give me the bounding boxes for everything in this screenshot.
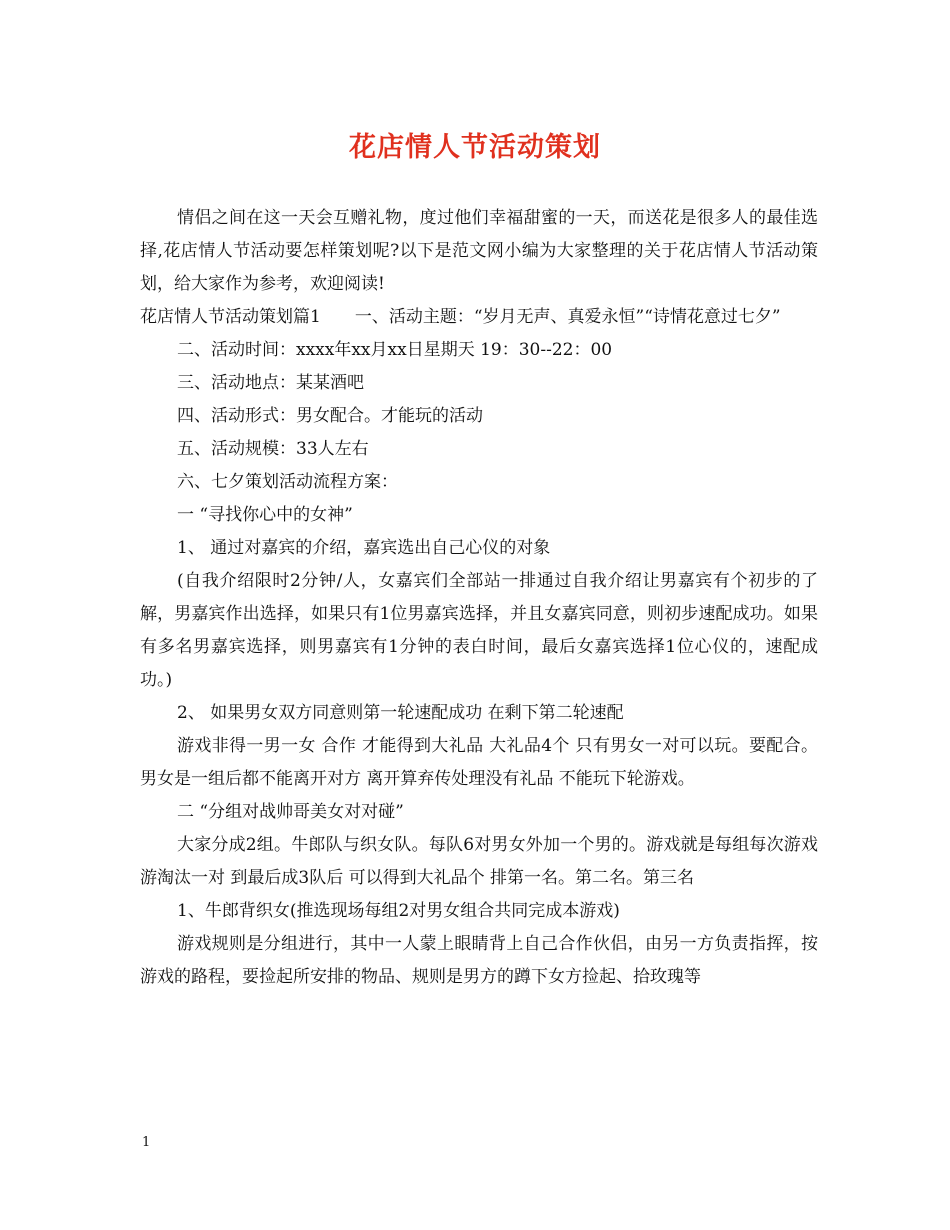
paragraph: 1、牛郎背织女(推选现场每组2对男女组合共同完成本游戏) <box>177 901 620 921</box>
page-number: 1 <box>142 1135 151 1150</box>
paragraph: 1、 通过对嘉宾的介绍，嘉宾选出自己心仪的对象 <box>177 538 551 558</box>
document-body <box>140 202 818 994</box>
paragraph: 二、活动时间：xxxx年xx月xx日星期天 19：30--22：00 <box>177 340 613 360</box>
paragraph: 游戏非得一男一女 合作 才能得到大礼品 大礼品4个 只有男女一对可以玩。要配合。男女是一组后都不能离开对方 离开算弃传处理没有礼品 不能玩下轮游戏。 <box>140 736 818 789</box>
paragraph: 一 “寻找你心中的女神” <box>177 505 353 525</box>
paragraph: 2、 如果男女双方同意则第一轮速配成功 在剩下第二轮速配 <box>177 703 624 723</box>
paragraph: 四、活动形式：男女配合。才能玩的活动 <box>177 406 483 426</box>
paragraph: 三、活动地点：某某酒吧 <box>177 373 364 393</box>
paragraph: 大家分成2组。牛郎队与织女队。每队6对男女外加一个男的。游戏就是每组每次游戏游淘汰一对 到最后成3队后 可以得到大礼品个 排第一名。第二名。第三名 <box>140 835 818 888</box>
paragraph: 六、七夕策划活动流程方案： <box>177 472 398 492</box>
paragraph: 游戏规则是分组进行，其中一人蒙上眼睛背上自己合作伙侣，由另一方负责指挥，按游戏的路程，要捡起所安排的物品、规则是男方的蹲下女方捡起、拾玫瑰等 <box>140 934 818 987</box>
paragraph: 五、活动规模：33人左右 <box>177 439 369 459</box>
paragraph: 情侣之间在这一天会互赠礼物，度过他们幸福甜蜜的一天，而送花是很多人的最佳选择,花店情人节活动要怎样策划呢?以下是范文网小编为大家整理的关于花店情人节活动策划，给大家作为参考，欢迎阅读! <box>140 208 818 294</box>
paragraph: 二 “分组对战帅哥美女对对碰” <box>177 802 404 822</box>
document-title: 花店情人节活动策划 <box>349 132 601 163</box>
paragraph: (自我介绍限时2分钟/人，女嘉宾们全部站一排通过自我介绍让男嘉宾有个初步的了解，男嘉宾作出选择，如果只有1位男嘉宾选择，并且女嘉宾同意，则初步速配成功。如果有多名男嘉宾选择，则男嘉宾有1分钟的表白时间，最后女嘉宾选择1位心仪的，速配成功。) <box>140 571 818 690</box>
paragraph: 花店情人节活动策划篇1 一、活动主题：“岁月无声、真爱永恒”“诗情花意过七夕” <box>140 307 781 327</box>
